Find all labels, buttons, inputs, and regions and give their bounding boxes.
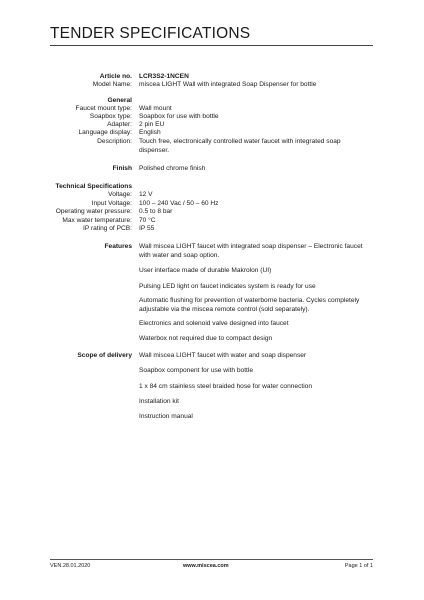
technical-label: Input Voltage:	[91, 200, 132, 207]
title-divider	[50, 45, 373, 46]
technical-value: 100 – 240 Vac / 50 – 60 Hz	[139, 200, 219, 207]
model-name-row	[0, 80, 424, 90]
general-value: Wall mount	[139, 105, 172, 112]
finish-row	[0, 164, 424, 174]
scope-label: Scope of delivery	[77, 352, 132, 359]
feature-item: Automatic flushing for prevention of waterborne bacteria. Cycles completely adjustable via the miscea remote control (sold separately).	[139, 297, 360, 313]
general-row	[0, 137, 424, 155]
article-no-label: Article no.	[99, 73, 132, 80]
general-label: Language display:	[78, 129, 132, 136]
scope-item: Instruction manual	[139, 413, 193, 420]
general-value: Soapbox for use with bottle	[139, 113, 219, 120]
technical-heading: Technical Specifications	[55, 183, 132, 190]
general-label: Adapter:	[107, 121, 132, 128]
model-name-label: Model Name:	[92, 81, 132, 88]
technical-row	[0, 224, 424, 234]
scope-item: Wall miscea LIGHT faucet with water and soap dispenser	[139, 352, 307, 359]
finish-value: Polished chrome finish	[139, 165, 206, 172]
technical-value: 0.5 to 8 bar	[139, 208, 173, 215]
general-value: English	[139, 129, 161, 136]
footer-divider	[50, 559, 373, 560]
features-label: Features	[104, 243, 132, 250]
feature-item: Waterbox not required due to compact design	[139, 335, 273, 342]
scope-item: Soapbox component for use with bottle	[139, 367, 253, 374]
article-no-value: LCR3S2-1NCEN	[139, 73, 189, 80]
feature-item: Wall miscea LIGHT faucet with integrated soap dispenser – Electronic faucet with water and soap option.	[139, 243, 363, 259]
page-title: TENDER SPECIFICATIONS	[50, 25, 251, 42]
technical-value: IP 55	[139, 225, 155, 232]
general-label: Faucet mount type:	[75, 105, 132, 112]
general-label: Description:	[97, 138, 132, 145]
model-name-value: miscea LIGHT Wall with integrated Soap Dispenser for bottle	[139, 81, 317, 88]
general-value: Touch free, electronically controlled water faucet with integrated soap dispenser.	[139, 138, 341, 154]
finish-label: Finish	[112, 165, 132, 172]
footer-page-number: Page 1 of 1	[344, 563, 373, 569]
technical-label: Max water temperature:	[62, 217, 132, 224]
feature-item: Pulsing LED light on faucet indicates system is ready for use	[139, 283, 316, 290]
footer-version: VEN.28.01.2020	[50, 563, 91, 569]
feature-item: Electronics and solenoid valve designed into faucet	[139, 320, 289, 327]
technical-value: 12 V	[139, 191, 153, 198]
technical-value: 70 °C	[139, 217, 156, 224]
scope-item: 1 x 84 cm stainless steel braided hose for water connection	[139, 383, 312, 390]
technical-label: Voltage:	[108, 191, 132, 198]
technical-label: Operating water pressure:	[55, 208, 132, 215]
technical-label: IP rating of PCB:	[83, 225, 132, 232]
footer-website-link[interactable]: www.miscea.com	[183, 563, 229, 569]
general-heading: General	[107, 97, 132, 104]
scope-item: Installation kit	[139, 398, 179, 405]
general-value: 2 pin EU	[139, 121, 165, 128]
feature-item: User interface made of durable Makrolon (UI)	[139, 267, 272, 274]
general-label: Soapbox type:	[89, 113, 132, 120]
